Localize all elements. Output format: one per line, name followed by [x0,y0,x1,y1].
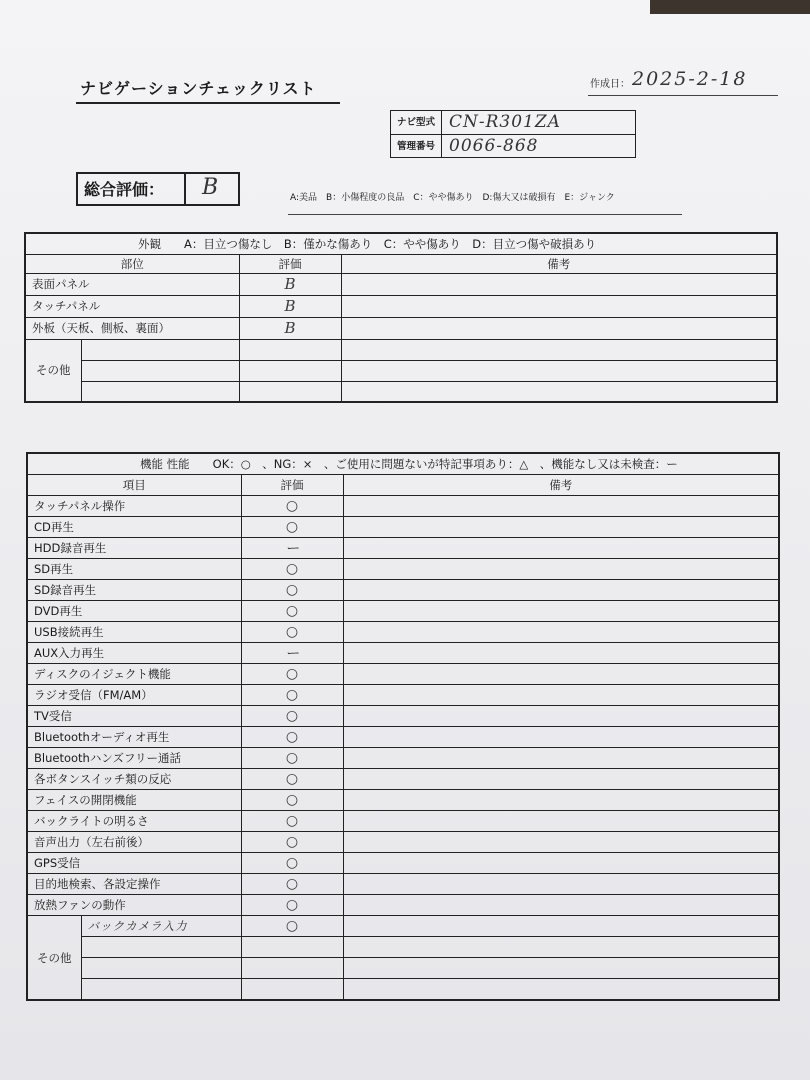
function-row [27,895,779,916]
function-note [343,895,779,916]
function-row [27,748,779,769]
exterior-other-note [341,381,777,402]
function-item: 各ボタンスイッチ類の反応 [27,769,241,790]
management-number-label: 管理番号 [391,135,442,158]
function-eval: ○ [241,601,343,622]
function-other-row [27,937,779,958]
management-number-value: 0066-868 [449,136,539,156]
function-item: HDD録音再生 [27,538,241,559]
function-table [26,452,780,1001]
function-item: Bluetoothハンズフリー通話 [27,748,241,769]
function-other-item: バックカメラ入力 [81,916,241,937]
function-col-note: 備考 [343,475,779,496]
function-eval: ー [241,538,343,559]
function-row [27,622,779,643]
function-row [27,517,779,538]
function-note [343,769,779,790]
exterior-caption: 外観 A：目立つ傷なし B：僅かな傷あり C：やや傷あり D：目立つ傷や破損あり [25,233,777,254]
function-row [27,811,779,832]
exterior-part: 外板（天板、側板、裏面） [25,317,239,339]
exterior-part: タッチパネル [25,295,239,317]
function-note [343,748,779,769]
function-note [343,790,779,811]
model-label: ナビ型式 [391,111,442,134]
exterior-note [341,295,777,317]
overall-rating-box [76,172,240,206]
function-row [27,601,779,622]
exterior-eval: B [239,317,341,339]
function-item: SD再生 [27,559,241,580]
exterior-col-eval: 評価 [239,254,341,273]
title-underline [76,102,340,104]
exterior-row [25,273,777,295]
function-item: Bluetoothオーディオ再生 [27,727,241,748]
function-col-item: 項目 [27,475,241,496]
overall-rating-divider [184,174,186,204]
function-other-note [343,937,779,958]
exterior-note [341,273,777,295]
model-info-box [390,110,636,158]
function-note [343,832,779,853]
function-eval: ○ [241,727,343,748]
function-item: ラジオ受信（FM/AM） [27,685,241,706]
exterior-other-label: その他 [25,339,81,402]
exterior-eval: B [239,273,341,295]
function-item: 目的地検索、各設定操作 [27,874,241,895]
function-item: DVD再生 [27,601,241,622]
function-item: バックライトの明るさ [27,811,241,832]
exterior-other-part [81,381,239,402]
function-note [343,601,779,622]
function-item: TV受信 [27,706,241,727]
exterior-row [25,317,777,339]
exterior-other-eval [239,381,341,402]
function-row [27,559,779,580]
function-row [27,874,779,895]
function-item: USB接続再生 [27,622,241,643]
legend-underline [288,214,682,215]
function-item: 放熱ファンの動作 [27,895,241,916]
function-eval: ○ [241,706,343,727]
function-eval: ○ [241,769,343,790]
function-other-row [27,916,779,937]
function-note [343,643,779,664]
function-note [343,811,779,832]
function-item: CD再生 [27,517,241,538]
created-label: 作成日： [590,79,630,90]
function-eval: ○ [241,790,343,811]
exterior-other-part [81,339,239,360]
function-eval: ○ [241,832,343,853]
function-item: 音声出力（左右前後） [27,832,241,853]
function-other-eval [241,937,343,958]
function-row [27,538,779,559]
function-eval: ○ [241,748,343,769]
rating-legend: A:美品 B：小傷程度の良品 C：やや傷あり D:傷大又は破損有 E：ジャンク [290,193,615,203]
function-other-row [27,979,779,1001]
function-note [343,496,779,517]
function-other-label: その他 [27,916,81,1001]
function-row [27,727,779,748]
created-date: 2025-2-18 [632,68,748,90]
exterior-note [341,317,777,339]
function-eval: ○ [241,874,343,895]
function-row [27,496,779,517]
created-underline [588,95,778,96]
function-note [343,622,779,643]
function-eval: ○ [241,811,343,832]
function-eval: ○ [241,496,343,517]
exterior-row [25,295,777,317]
function-eval: ○ [241,517,343,538]
function-caption: 機能 性能 OK：○ 、NG：× 、ご使用に問題ないが特記事項あり：△ 、機能なし又は未検査：ー [27,453,779,475]
function-eval: ○ [241,895,343,916]
function-note [343,727,779,748]
function-eval: ○ [241,685,343,706]
function-note [343,664,779,685]
exterior-col-note: 備考 [341,254,777,273]
function-row [27,832,779,853]
function-other-note [343,979,779,1001]
exterior-col-part: 部位 [25,254,239,273]
exterior-other-eval [239,339,341,360]
function-eval: ○ [241,622,343,643]
model-value: CN-R301ZA [449,112,561,132]
function-row [27,685,779,706]
function-eval: ○ [241,664,343,685]
function-row [27,769,779,790]
function-eval: ○ [241,580,343,601]
function-item: タッチパネル操作 [27,496,241,517]
function-other-eval: ○ [241,916,343,937]
function-other-note [343,958,779,979]
function-eval: ー [241,643,343,664]
function-other-item [81,937,241,958]
function-note [343,559,779,580]
function-row [27,664,779,685]
function-row [27,580,779,601]
function-item: AUX入力再生 [27,643,241,664]
function-note [343,874,779,895]
function-eval: ○ [241,559,343,580]
exterior-other-part [81,360,239,381]
function-note [343,706,779,727]
function-note [343,538,779,559]
function-eval: ○ [241,853,343,874]
overall-rating-label: 総合評価： [84,180,165,199]
exterior-table [24,232,778,403]
page-title: ナビゲーションチェックリスト [80,79,317,98]
function-other-row [27,958,779,979]
function-row [27,790,779,811]
background-corner [650,0,810,14]
exterior-other-eval [239,360,341,381]
function-col-eval: 評価 [241,475,343,496]
function-other-item [81,958,241,979]
function-note [343,517,779,538]
function-row [27,643,779,664]
function-note [343,580,779,601]
overall-rating-value: B [202,175,219,200]
function-row [27,706,779,727]
function-row [27,853,779,874]
function-other-item [81,979,241,1001]
function-item: SD録音再生 [27,580,241,601]
function-other-eval [241,958,343,979]
exterior-other-note [341,339,777,360]
function-item: ディスクのイジェクト機能 [27,664,241,685]
function-other-note [343,916,779,937]
exterior-other-note [341,360,777,381]
exterior-eval: B [239,295,341,317]
function-item: GPS受信 [27,853,241,874]
function-other-eval [241,979,343,1001]
exterior-part: 表面パネル [25,273,239,295]
function-note [343,853,779,874]
function-note [343,685,779,706]
function-item: フェイスの開閉機能 [27,790,241,811]
